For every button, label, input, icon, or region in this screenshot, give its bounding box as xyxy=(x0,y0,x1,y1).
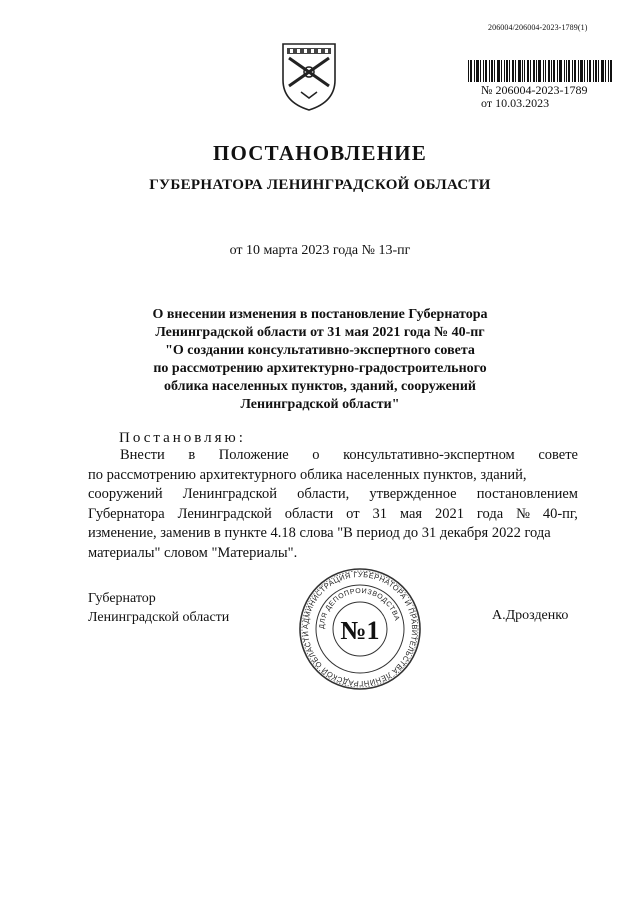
registration-info xyxy=(481,84,587,110)
barcode-bar xyxy=(572,60,573,82)
signatory-position-line1: Губернатор xyxy=(88,591,156,606)
barcode-bar xyxy=(557,60,558,82)
body-word: от xyxy=(346,505,360,522)
document-body xyxy=(88,446,578,563)
body-line xyxy=(88,505,578,525)
barcode-bar xyxy=(587,60,588,82)
body-word: изменение, заменив в пункте 4.18 слова "В период до 31 декабря 2022 года xyxy=(88,525,551,541)
barcode-bar xyxy=(474,60,475,82)
registration-number: № 206004-2023-1789 xyxy=(481,83,588,97)
heading-line: по рассмотрению архитектурно-градостроительного xyxy=(153,361,487,376)
barcode-bar xyxy=(497,60,500,82)
body-word: 40-пг, xyxy=(542,505,578,522)
body-word: года xyxy=(476,505,504,522)
document-heading xyxy=(110,306,530,414)
body-word: Губернатора xyxy=(88,505,165,522)
body-word: области, xyxy=(297,486,350,502)
barcode-bar xyxy=(553,60,555,82)
body-line xyxy=(88,485,578,505)
body-word: материалы" словом "Материалы". xyxy=(88,544,298,561)
body-word: сооружений xyxy=(88,486,163,502)
document-id: 206004/206004-2023-1789(1) xyxy=(488,23,588,32)
barcode-bar xyxy=(515,60,516,82)
body-word: Ленинградской xyxy=(182,486,277,502)
heading-line: облика населенных пунктов, зданий, сооружений xyxy=(164,379,476,394)
body-word: в xyxy=(188,447,196,463)
barcode-bar xyxy=(494,60,495,82)
barcode-bar xyxy=(470,60,472,82)
barcode-bar xyxy=(574,60,576,82)
barcode-bar xyxy=(476,60,479,82)
body-line xyxy=(88,544,578,564)
barcode xyxy=(468,60,612,82)
body-word: совете xyxy=(538,447,578,463)
barcode-bar xyxy=(527,60,529,82)
barcode-bar xyxy=(501,60,502,82)
barcode-bar xyxy=(506,60,508,82)
body-word: 31 xyxy=(372,505,387,522)
barcode-bar xyxy=(601,60,604,82)
signatory-position xyxy=(88,589,229,627)
barcode-bar xyxy=(584,60,585,82)
barcode-bar xyxy=(605,60,606,82)
barcode-bar xyxy=(518,60,521,82)
official-stamp xyxy=(298,567,422,691)
barcode-bar xyxy=(530,60,531,82)
body-line xyxy=(88,524,578,544)
barcode-bar xyxy=(545,60,546,82)
document-title: ПОСТАНОВЛЕНИЕ xyxy=(212,141,428,165)
resolves-label: Постановляю: xyxy=(119,430,246,446)
barcode-bar xyxy=(589,60,591,82)
barcode-bar xyxy=(564,60,565,82)
body-word: о xyxy=(312,447,320,463)
barcode-bar xyxy=(489,60,490,82)
barcode-bar xyxy=(593,60,594,82)
barcode-bar xyxy=(538,60,541,82)
body-word: утвержденное xyxy=(369,486,457,502)
barcode-bar xyxy=(468,60,469,82)
barcode-bar xyxy=(522,60,523,82)
body-word: по рассмотрению архитектурного облика населенных пунктов, зданий, xyxy=(88,466,527,483)
body-line xyxy=(88,466,578,486)
body-word: Ленинградской xyxy=(177,505,272,522)
barcode-bar xyxy=(568,60,570,82)
body-word: консультативно-экспертном xyxy=(343,447,515,463)
barcode-bar xyxy=(543,60,544,82)
stamp-inner-text: ДЛЯ ДЕПОПРОИЗВОДСТВА xyxy=(318,587,401,630)
body-word: № xyxy=(516,505,530,522)
barcode-bar xyxy=(504,60,505,82)
barcode-bar xyxy=(566,60,567,82)
body-line xyxy=(88,446,578,466)
heading-line: "О создании консультативно-экспертного совета xyxy=(165,343,475,358)
barcode-bar xyxy=(533,60,535,82)
body-word: 2021 xyxy=(435,505,464,522)
barcode-bar xyxy=(610,60,612,82)
barcode-bar xyxy=(548,60,550,82)
body-word: Положение xyxy=(218,447,289,463)
barcode-bar xyxy=(580,60,583,82)
document-date-number: от 10 марта 2023 года № 13-пг xyxy=(229,243,411,258)
document-subtitle: ГУБЕРНАТОРА ЛЕНИНГРАДСКОЙ ОБЛАСТИ xyxy=(149,177,491,193)
registration-date: от 10.03.2023 xyxy=(481,96,550,110)
barcode-bar xyxy=(512,60,514,82)
heading-line: Ленинградской области" xyxy=(240,397,400,412)
barcode-bar xyxy=(595,60,597,82)
barcode-bar xyxy=(509,60,510,82)
barcode-bar xyxy=(485,60,487,82)
body-word: мая xyxy=(399,505,423,522)
signatory-position-line2: Ленинградской области xyxy=(88,610,230,625)
stamp-center-number: №1 xyxy=(340,616,380,645)
barcode-bar xyxy=(483,60,484,82)
barcode-bar xyxy=(536,60,537,82)
coat-of-arms-icon xyxy=(279,40,339,112)
barcode-bar xyxy=(524,60,525,82)
barcode-bar xyxy=(608,60,609,82)
body-word: Внести xyxy=(120,447,165,463)
body-word: постановлением xyxy=(476,486,578,502)
body-word: области xyxy=(284,505,334,522)
barcode-bar xyxy=(578,60,579,82)
barcode-bar xyxy=(598,60,599,82)
barcode-bar xyxy=(480,60,481,82)
signatory-name: А.Дрозденко xyxy=(492,608,569,623)
heading-line: Ленинградской области от 31 мая 2021 года № 40-пг xyxy=(155,325,485,340)
barcode-bar xyxy=(491,60,493,82)
barcode-bar xyxy=(559,60,562,82)
heading-line: О внесении изменения в постановление Губернатора xyxy=(152,307,488,322)
stamp-outer-text: АДМИНИСТРАЦИЯ ГУБЕРНАТОРА И ПРАВИТЕЛЬСТВА ЛЕНИНГРАДСКОЙ ОБЛАСТИ xyxy=(300,569,420,689)
barcode-bar xyxy=(551,60,552,82)
